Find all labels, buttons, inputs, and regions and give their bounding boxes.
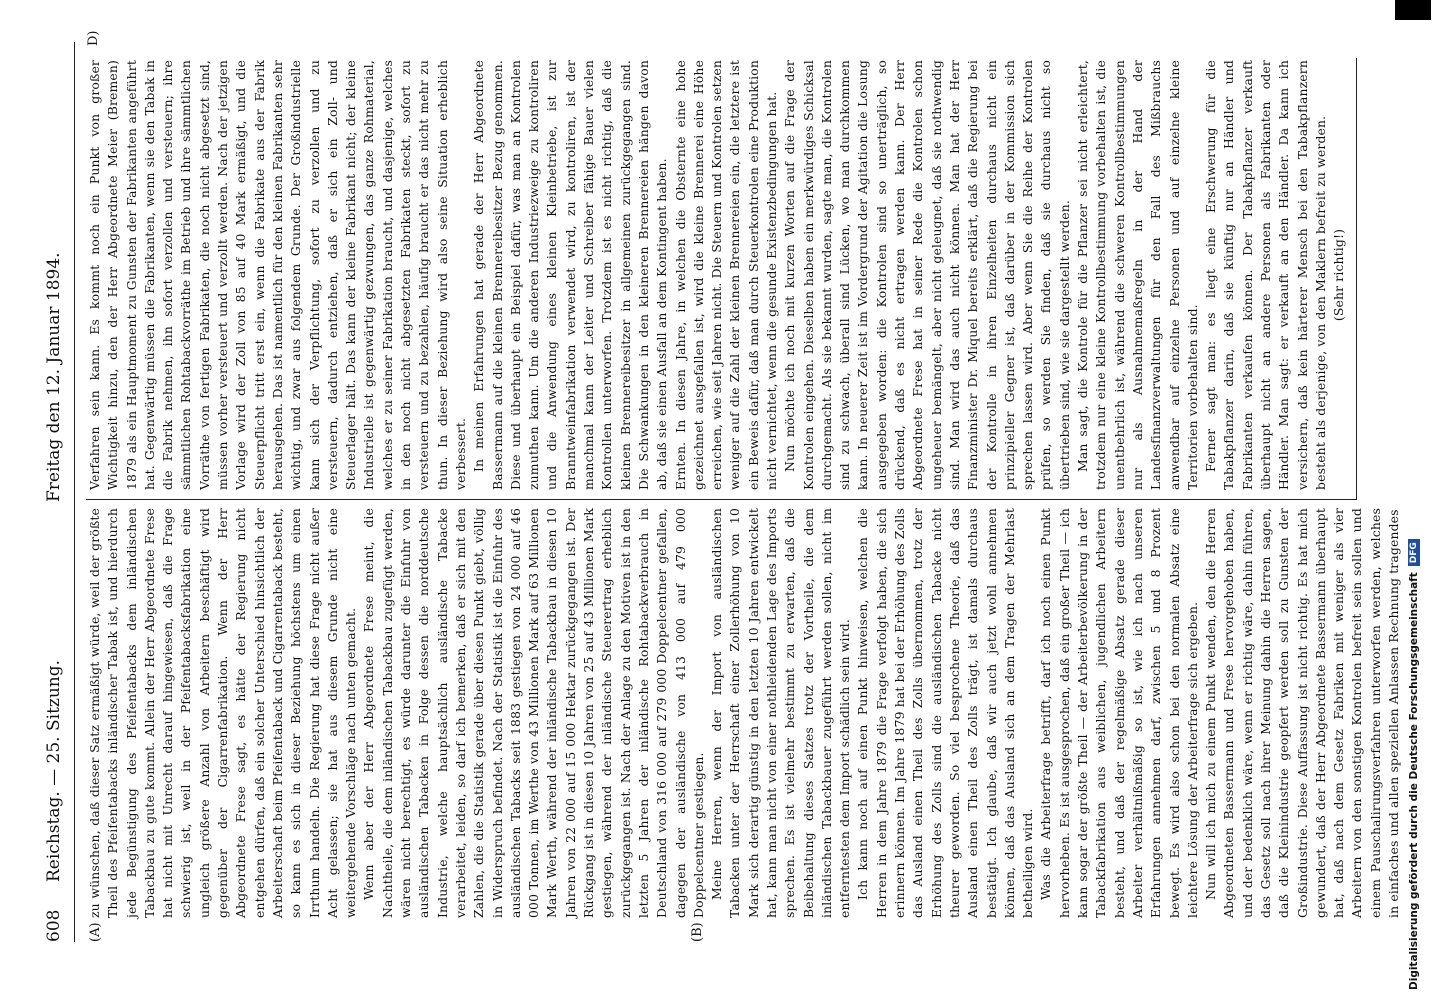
interjection: (Sehr richtig!) [1331,228,1347,322]
credit-text: Digitalisierung gefördert durch die Deutsche Forschungsgemeinschaft [1408,572,1420,990]
header-rule [74,42,75,942]
paragraph: Wenn aber der Herr Abgeordnete Frese meint, die Nachtheile, die dem inländischen Tabackbau zugefügt werden, wären nicht berechtigt, es würde darunter die Einfuhr von ausländischen Tabacken in Folge dessen die norddeutsche Industrie, welche hauptsächlich ausländische Tabacke verarbeitet, leiden, so darf ich bemerken, daß er sich mit den Zahlen, die die Statistik gerade über diesen Punkt giebt, völlig in Widerspruch befindet. Nach der Statistik ist die Einfuhr des ausländischen Tabacks seit 1883 gestiegen von 24 000 auf 46 000 Tonnen, im Werthe von 43 Millionen Mark auf 63 Millionen Mark Werth, während der inländische Tabackbau in diesen 10 Jahren von 22 000 auf 15 000 Hektar zurückgegangen ist. Der Rückgang ist in diesen 10 Jahren von 25 auf 43 Millionen Mark gestiegen, während der inländische Steuerertrag erheblich zurückgegangen ist. Nach der Anlage zu den Motiven ist in den letzten 5 Jahren der inländische Rohtabackverbrauch in Deutschland von 316 000 auf 279 000 Doppelcentner gefallen, dagegen der ausländische von 413 000 auf 479 000 Doppelcentner gestiegen. [361,508,706,918]
left-text-column [86,508,1402,918]
paragraph: Man sagt, die Kontrole für die Pflanzer sei nicht erleichtert, trotzdem nur eine kleine Kontrollbestimmung vorbehalten ist, die unentbehrlich ist, während die schweren Kontrollbestimmungen nur als Ausnahmemaßregeln in der Hand der Landesfinanzverwaltungen für den Fall des Mißbrauchs anwendbar auf einzelne Personen und auf einzelne kleine Territorien vorbehalten sind. [1075,60,1200,490]
paragraph: Nun will ich mich zu einem Punkt wenden, den die Herren Abgeordneten Bassermann und Frese hervorgehoben haben, und der bedenklich wäre, wenn er richtig wäre, dahin führen, das Gesetz soll nach ihrer Meinung dahin die Herren sagen, daß die Kleinindustrie geopfert werden soll zu Gunsten der Großindustrie. Diese Auffassung ist nicht richtig. Es hat mich gewundert, daß der Herr Abgeordnete Bassermann überhaupt hat, daß nach dem Gesetz Fabriken mit weniger als vier Arbeitern von den sonstigen Kontrolen befreit sein sollen und einem Pauschalirungsverfahren unterworfen werden, welches in einfaches und allen speziellen Anlassen Rechnung tragendes [1203,508,1402,918]
margin-marker-b: (B) [690,922,705,942]
margin-marker-d: D) [86,30,101,46]
dfg-logo: DFG [1408,539,1420,566]
page-header [44,42,74,942]
paragraph: In meinen Erfahrungen hat gerade der Herr Abgeordnete Bassermann auf die kleinen Brennereibesitzer Bezug genommen. Diese und überhaupt ein Beispiel dafür, was man an Kontrolen zumuthen kann. Um die anderen Industriezweige zu kontroliren und die Anwendung eines kleinen Kleinbetriebe, ist zur Branntweinfabrikation verwendet wird, zu kontroliren, ist der manchmal kann der Leiter und Schreiber fähige Bauer vielen Kontrollen unterworfen. Trotzdem ist es nicht richtig, daß die kleinen Brennereibesitzer in allgemeinen zurückgegangen sind. Die Schwankungen in den kleineren Brennereien hängen davon ab, daß sie einen Ausfall an dem Kontingent haben. [471,60,670,490]
paragraph: Was die Arbeiterfrage betrifft, darf ich noch einen Punkt hervorheben. Es ist ausgesprochen, daß ein großer Theil — ich kann sogar der größte Theil — der Arbeiterbevölkerung in der Tabackfabrikation aus weiblichen, jugendlichen Arbeitern besteht, und daß der regelmäßige Absatz gerade dieser Arbeiter verhältnißmäßig so ist, wie ich nach unseren Erfahrungen annehmen darf, zwischen 5 und 8 Prozent bewegt. Es wird also schon bei den normalen Absatz eine leichtere Lösung der Arbeiterfrage sich ergeben. [1038,508,1200,918]
right-text-column [86,60,1356,490]
margin-marker-a: (A) [88,922,103,942]
column-end-rule [1356,58,1357,500]
header-date: Freitag den 12. Januar 1894. [44,252,64,502]
paragraph: Meine Herren, wenn der Import von ausländischen Tabacken unter der Herrschaft einer Zollerhöhung von 10 Mark sich derartig günstig in den letzten 10 Jahren entwickelt hat, kann man nicht von einer nothleidenden Lage des Imports sprechen. Es ist vielmehr bestimmt zu erwarten, daß die Beibehaltung dieses Satzes trotz der Vortheile, die dem inländischen Tabackbauer zugeführt werden sollen, nicht im entferntesten dem Import schädlich sein wird. [709,508,853,918]
paragraph: Ernten. In diesen Jahre, in welchen die Obsternte eine hohe gezeichnet ausgefallen ist, wird die kleine Brennerei eine Höhe erreichen, wie seit Jahren nicht. Die Steuern und Kontrolen setzen weniger auf die Zahl der kleinen Brennereien ein, die letztere ist ein Beweis dafür, daß man durch Steuerkontrolen eine Produktion nicht vernichtet, wenn die gesunde Existenzbedingungen hat. [672,60,779,490]
scan-edge-mark [1395,0,1431,20]
paragraph: Nun möchte ich noch mit kurzen Worten auf die Frage der Kontrolen eingehen. Dieselben haben ein merkwürdiges Schicksal durchgemacht. Als sie bekannt wurden, sagte man, die Kontrolen sind zu schwach, überall sind Lücken, wo man durchkommen kann. In neuerer Zeit ist im Vordergrund der Agitation die Losung ausgegeben worden: die Kontrolen sind so unerträglich, so drückend, daß es nicht ertragen werden kann. Der Herr Abgeordnete Frese hat in seiner Rede die Kontrolen schon ungeheuer bemängelt, aber nicht geleugnet, daß sie nothwendig sind. Man wird das auch nicht können. Man hat der Herr Finanzminister Dr. Miquel bereits erklärt, daß die Regierung bei der Kontrolle in ihren Einzelheiten durchaus nicht ein prinzipieller Gegner ist, daß darüber in der Kommission sich sprechen lassen wird. Aber wenn Sie die Reihe der Kontrolen prüfen, so werden Sie finden, daß sie durchaus nicht so übertrieben sind, wie sie dargestellt werden. [782,60,1072,490]
header-session-title: Reichstag. — 25. Sitzung. [44,659,64,882]
paragraph: Ich kann noch auf einen Punkt hinweisen, welchen die Herren in dem Jahre 1879 die Frage verfolgt haben, die sich erinnern können. Im Jahre 1879 hat bei der Erhöhung des Zolls das Ausland einen Theil des Zolls übernommen, trotz der Erhöhung des Zolls sind die ausländischen Tabacke nicht theurer geworden. So viel besprochene Theorie, daß das Ausland einen Theil des Zolls trägt, ist damals durchaus bestätigt. Ich glaube, daß wir auch jetzt wohl annehmen können, daß das Ausland sich an dem Tragen der Mehrlast betheiligen wird. [855,508,1036,918]
paragraph: Verfahren sein kann. Es kommt noch ein Punkt von großer Wichtigkeit hinzu, den der Herr Abgeordnete Meier (Bremen) 1879 als ein Hauptmoment zu Gunsten der Fabrikanten angeführt hat. Gegenwärtig müssen die Fabrikanten, wenn sie den Tabak in die Fabrik nehmen, ihn sofort verzollen und versteuern; ihre sämmtlichen Rohtabackvorräthe im Betrieb und ihre sämmtlichen Vorräthe von fertigen Fabrikaten, die noch nicht abgesetzt sind, müssen vorher versteuert und verzollt werden. Nach der jetzigen Vorlage wird der Zoll von 85 auf 40 Mark ermäßigt, und die Steuerpflicht tritt erst ein, wenn die Fabrikate aus der Fabrik herausgehen. Das ist namentlich für den kleinen Fabrikanten sehr wichtig, und zwar aus folgendem Grunde. Der Großindustrielle kann sich der Verpflichtung, sofort zu verzollen und zu versteuern, dadurch entziehen, daß er sich ein Zoll- und Steuerlager hält. Das kann der kleine Fabrikant nicht; der kleine Industrielle ist gegenwärtig gezwungen, das ganze Rohmaterial, welches er zu seiner Fabrikation braucht, und dasjenige, welches in den noch nicht abgesetzten Fabrikaten steckt, sofort zu versteuern und zu bezahlen, häufig braucht er das nicht mehr zu thun. In dieser Beziehung wird also seine Situation erheblich verbessert. [87,60,468,490]
page-number: 608 [44,909,64,942]
paragraph: zu wünschen, daß dieser Satz ermäßigt würde, weil der größte Theil des Pfeifentabacks inländischer Tabak ist, und hierdurch jede Begünstigung des Pfeifentabacks dem inländischen Tabackbau zu gute kommt. Allein der Herr Abgeordnete Frese hat nicht mit Unrecht darauf hingewiesen, daß die Frage schwierig ist, weil in der Pfeifentabacksfabrikation eine ungleich größere Anzahl von Arbeitern beschäftigt wird gegenüber der Cigarrenfabrikation. Wenn der Herr Abgeordnete Frese sagt, es hätte der Regierung nicht entgehen dürfen, daß ein solcher Unterschied hinsichtlich der Arbeiterschaft beim Pfeifentaback und Cigarrentaback besteht, so kann es sich in dieser Beziehung höchstens um einen Irrthum handeln. Die Regierung hat diese Frage nicht außer Acht gelassen; sie hat aus diesem Grunde nicht eine weitergehende Vorschläge nach unten gemacht. [87,508,359,918]
column-divider [86,499,1356,500]
digitization-credit [1408,10,1420,990]
paragraph: Ferner sagt man: es liegt eine Erschwerung für die Tabakpflanzer darin, daß sie künftig nur an Händler und Fabrikanten verkaufen können. Der Tabakpflanzer verkauft überhaupt nicht an andere Personen als Fabrikanten oder Händler. Man sagt: er verkauft an den Händler. Da kann ich versichern, daß kein härterer Mensch bei den Tabakpflanzern besteht als derjenige, von den Maklern befreit zu werden. [1203,60,1328,490]
